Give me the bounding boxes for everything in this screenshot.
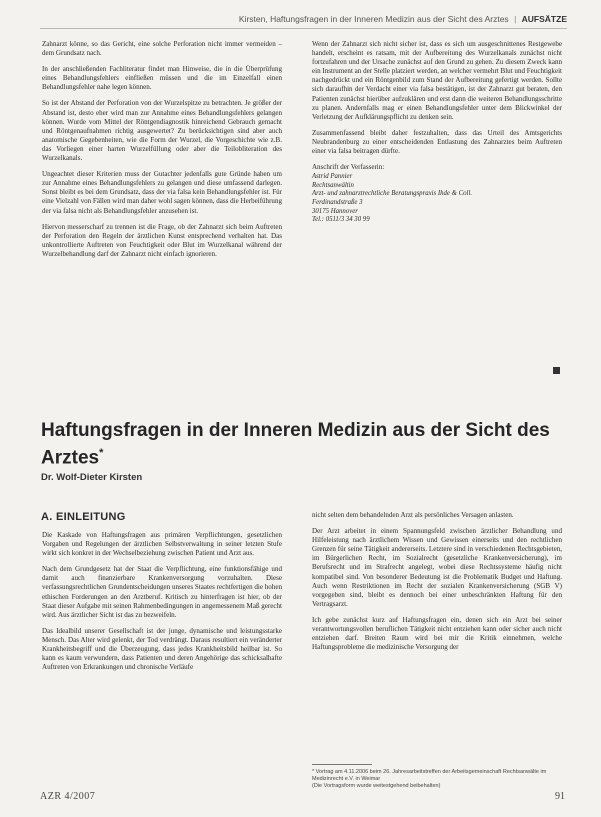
paragraph: Hiervon messerscharf zu trennen ist die Frage, ob der Zahnarzt sich beim Auftreten der Perforation den Regeln der ärztlichen Kunst entsprechend verhalten hat. Das unkontrollierte Auftreten von Feuchtigkeit oder Blut im Wurzelkanal während der Wurzelbehandlung darf der Zahnarzt nicht einfach ignorieren. xyxy=(42,222,282,258)
footnote xyxy=(312,769,562,790)
address-line: Tel.: 0511/3 34 30 99 xyxy=(312,216,370,224)
article-title-text: Haftungsfragen in der Inneren Medizin aus der Sicht des Arztes xyxy=(41,420,550,469)
paragraph: Ich gebe zunächst kurz auf Haftungsfragen ein, denen sich ein Arzt bei seiner verantwortungsvollen beruflichen Tätigkeit nicht entziehen kann oder sicher auch nicht entziehen darf. Breiten Raum wird bei mir die Kritik einnehmen, welche Haftungsprobleme die medizinische Versorgung der xyxy=(312,615,562,652)
article-left-column xyxy=(42,531,282,679)
journal-issue: AZR 4/2007 xyxy=(40,791,96,802)
paragraph: Der Arzt arbeitet in einem Spannungsfeld zwischen ärztlicher Behandlung und Hilfeleistung nach ärztlichem Wissen und Gewissen einerseits und den rechtlichen Grenzen für seine Tätigkeit andererseits. Letztere sind in verschiedenen Rechtsgebieten, im Bürgerlichen Recht, im Sozialrecht (gesetzliche Krankenversicherung), im Berufsrecht und im Strafrecht angelegt, wobei diese Rechtssysteme häufig nicht kompatibel sind. Von besonderer Bedeutung ist die Problematik Budget und Haftung. Auch wenn Restriktionen im Recht der sozialen Krankenversicherung (SGB V) vorgegeben sind, bleibt es dennoch bei einer unbeschränkten Haftung für den Vertragsarzt. xyxy=(312,527,562,608)
paragraph: Zusammenfassend bleibt daher festzuhalten, dass das Urteil des Amtsgerichts Neubrandenburg zu einer entscheidenden Entlastung des Zahnarztes beim Auftreten einer via falsa beitragen dürfte. xyxy=(312,128,562,156)
address-heading: Anschrift der Verfasserin: xyxy=(312,163,385,172)
paragraph: So ist der Abstand der Perforation von der Wurzelspitze zu betrachten. Je größer der Abstand ist, desto eher wird man zur Annahme eines Behandlungsfehlers gelangen können. Wurde vom Mittel der Röntgendiagnostik hinreichend Gebrauch gemacht und Röntgenaufnahmen richtig ausgewertet? Zu berücksichtigen sind aber auch anatomische Gegebenheiten, wie die Form der Wurzel, die Vorgeschichte wie z.B. das Vorliegen einer harten Wurzelfüllung oder aber die Teilobliteration des Wurzelkanals. xyxy=(42,99,282,163)
footnote-rule xyxy=(312,764,372,765)
page-number: 91 xyxy=(555,791,565,802)
article-title xyxy=(41,420,561,469)
footnote-line: * Vortrag am 4.11.2006 beim 26. Jahresarbeitstreffen der Arbeitsgemeinschaft Rechtsanwälte im Medizinrecht e.V. in Weimar xyxy=(312,769,547,782)
article-author: Dr. Wolf-Dieter Kirsten xyxy=(41,472,143,483)
paragraph: In der anschließenden Fachliteratur findet man Hinweise, die in die Überprüfung eines Behandlungsfehlers einfließen müssen und die im Einzelfall einen Behandlungsfehler nahe legen können. xyxy=(42,65,282,92)
prev-article-left-column xyxy=(42,40,282,266)
section-label: AUFSÄTZE xyxy=(521,14,567,24)
section-heading: A. EINLEITUNG xyxy=(41,511,126,523)
address-line: Arzt- und zahnarztrechtliche Beratungspraxis Ihde & Coll. xyxy=(312,190,473,198)
address-line: Rechtsanwältin xyxy=(312,181,354,189)
footnote-line: (Die Vortragsform wurde weitestgehend beibehalten) xyxy=(312,783,441,789)
running-title: Kirsten, Haftungsfragen in der Inneren Medizin aus der Sicht des Arztes xyxy=(238,14,509,24)
paragraph: Das Idealbild unserer Gesellschaft ist der junge, dynamische und leistungsstarke Mensch. Das Alter wird gelenkt, der Tod verdrängt. Daraus resultiert ein veränderter Krankheitsbegriff und die Überzeugung, dass jedes Krankheitsbild heilbar ist. So kann es kaum verwundern, dass Patienten und deren Angehörige das schicksalhafte Auftreten von Erkrankungen und chronische Verläufe xyxy=(42,626,282,672)
prev-article-right-column xyxy=(312,40,562,225)
article-end-square-icon xyxy=(553,367,560,374)
title-footnote-marker: * xyxy=(99,447,104,459)
article-right-column xyxy=(312,511,562,659)
paragraph: Zahnarzt könne, so das Gericht, eine solche Perforation nicht immer vermeiden – dem Grundsatz nach. xyxy=(42,40,282,58)
address-line: Ferdinandstraße 3 xyxy=(312,199,363,206)
running-header xyxy=(239,14,567,24)
paragraph: Die Kaskade von Haftungsfragen aus primären Verpflichtungen, gesetzlichen Vorgaben und Regelungen der ärztlichen Selbstverwaltung in seiner letzten Stufe wirkt sich konkret in der Wechselbeziehung zwischen Patient und Arzt aus. xyxy=(42,531,282,558)
address-line: 30175 Hannover xyxy=(312,207,358,215)
paragraph: Wenn der Zahnarzt sich nicht sicher ist, dass es sich um ausgeschnittenes Restgewebe handelt, erscheint es ratsam, mit der Aufbereitung des Wurzelkanals zunächst nicht fortzufahren und der Ursache zunächst auf den Grund zu gehen. Zu diesem Zweck kann ein Instrument an der Stelle platziert werden, an welcher vermehrt Blut und Feuchtigkeit nachgedrückt und ein Röntgenbild zum Stand der Aufbereitung gefertigt werden. Sollte sich daraufhin der Verdacht einer via falsa bestätigen, ist der Zahnarzt gut beraten, den Patienten zunächst hierüber aufzuklären und erst dann die weiteren Behandlungsschritte zu planen. Andernfalls mag er einen Behandlungsfehler unter dem Blickwinkel der Verletzung der Aufklärungspflicht zu denken sein. xyxy=(312,40,562,121)
author-address xyxy=(312,163,562,225)
paragraph: nicht selten dem behandelnden Arzt als persönliches Versagen anlasten. xyxy=(312,511,514,519)
paragraph: Nach dem Grundgesetz hat der Staat die Verpflichtung, eine funktionsfähige und damit auch finanzierbare Krankenversorgung vorzuhalten. Diese verfassungsrechtlichen Grundentscheidungen unseres Staates rechtfertigen die hohen ethischen Forderungen an den Arztberuf. Kritisch zu hinterfragen ist hier, ob der Staat dieser Aufgabe mit seinen Rahmenbedingungen in angemessenem Maß gerecht wird. Aus ärztlicher Sicht ist das zu bezweifeln. xyxy=(42,565,282,619)
header-rule xyxy=(40,28,567,29)
address-line: Astrid Pannier xyxy=(312,173,353,181)
header-separator: | xyxy=(514,14,517,24)
paragraph: Ungeachtet dieser Kriterien muss der Gutachter jedenfalls gute Gründe haben um zur Annahme eines Behandlungsfehlers zu gelangen und diese umfassend darlegen. Sonst bleibt es bei dem Grundsatz, dass der via falsa kein Behandlungsfehler ist. Für eine Vielzahl von Fällen wird man daher wohl sagen können, dass die Herbeiführung der via falsa nicht als Behandlungsfehler anzusehen ist. xyxy=(42,170,282,215)
